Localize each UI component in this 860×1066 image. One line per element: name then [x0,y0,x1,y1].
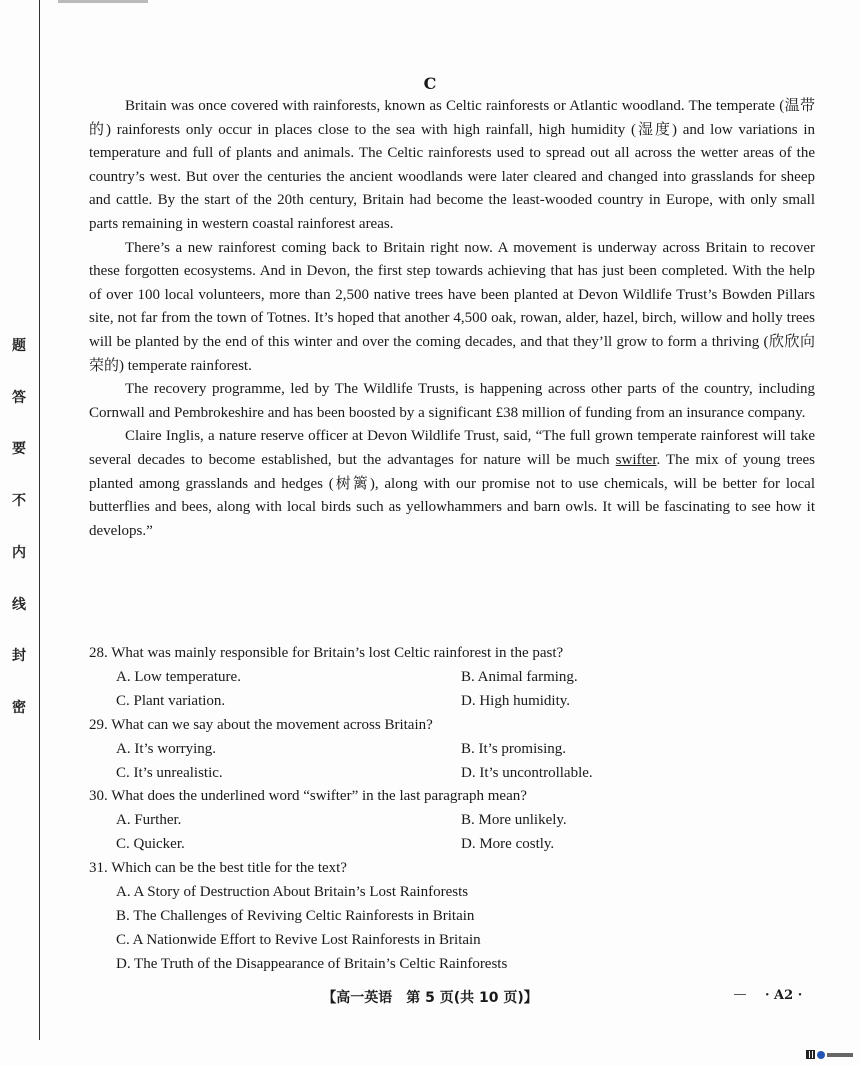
question-list [89,642,815,977]
option-c: C. A Nationwide Effort to Revive Lost Rainforests in Britain [116,931,481,948]
binding-margin-notice [10,337,28,717]
qr-code-icon [806,1050,815,1059]
option-a: A. It’s worrying. [116,740,216,757]
option-c: C. It’s unrealistic. [116,764,223,781]
margin-char: 题 [12,338,26,354]
footer-dash [734,994,746,995]
passage-paragraph-3: The recovery programme, led by The Wildlife Trusts, is happening across other parts of the country, including Cornwall and Pembrokeshire and has been boosted by a significant £38 million of funding from an insurance company. [89,381,815,421]
option-c: C. Plant variation. [116,692,226,709]
option-c: C. Quicker. [116,836,185,853]
margin-char: 内 [12,544,26,561]
margin-char: 密 [12,699,26,716]
section-letter: C [423,74,437,93]
paragraph-4-text-start: Claire Inglis, a nature reserve officer at Devon Wildlife Trust, said, “The full grown temperate rainforest will take several decades to become established, but the advantages for nature will be much [89,428,815,468]
question-stem: 31. Which can be the best title for the text? [89,860,347,877]
question-stem: 28. What was mainly responsible for Britain’s lost Celtic rainforest in the past? [89,645,564,661]
option-b: B. The Challenges of Reviving Celtic Rainforests in Britain [116,907,475,924]
question-stem: 29. What can we say about the movement across Britain? [89,716,433,733]
margin-char: 线 [12,596,26,613]
page-footer-title: 【高一英语 第 5 页(共 10 页)】 [322,990,538,1006]
margin-char: 封 [12,648,26,665]
watermark-text-mark [827,1053,853,1057]
scanner-watermark [806,1050,853,1059]
paragraph-4-text-end: . The mix of young trees planted among grasslands and hedges (树篱), along with our promise not to use chemicals, will be better for local butterflies and bees, along with local birds such as yellowhammers and barn owls. It will be fascinating to see how it develops.” [89,451,815,539]
margin-char: 不 [12,493,26,510]
scanner-logo-icon [817,1051,825,1059]
option-a: A. A Story of Destruction About Britain’s Lost Rainforests [116,884,469,901]
question-28 [89,642,815,714]
margin-char: 要 [12,441,26,458]
option-a: A. Low temperature. [116,668,241,685]
option-b: B. Animal farming. [461,668,578,685]
question-31 [89,857,815,977]
question-30 [89,785,815,857]
question-29 [89,714,815,786]
margin-char: 答 [12,389,26,406]
question-stem: 30. What does the underlined word “swifter” in the last paragraph mean? [89,788,527,805]
option-d: D. The Truth of the Disappearance of Britain’s Celtic Rainforests [116,955,508,972]
passage-paragraph-4 [89,425,815,543]
option-a: A. Further. [116,812,182,829]
underlined-word: swifter [615,451,657,468]
passage-paragraph-1: Britain was once covered with rainforests, known as Celtic rainforests or Atlantic woodland. The temperate (温带的) rainforests only occur in places close to the sea with high rainfall, high humidity (湿度) and low variations in temperature and full of plants and animals. The Celtic rainforests used to spread out all across the wetter areas of the country’s west. But over the centuries the ancient woodlands were later cleared and changed into grasslands for sheep and cattle. By the start of the 20th century, Britain had become the least-wooded country in Europe, with only small parts remaining in western coastal rainforest areas. [89,98,815,232]
option-d: D. More costly. [461,836,555,853]
option-b: B. It’s promising. [461,740,567,757]
option-d: D. It’s uncontrollable. [461,764,593,781]
paper-code: · A2 · [765,988,803,1003]
option-b: B. More unlikely. [461,812,567,829]
option-d: D. High humidity. [461,692,571,709]
reading-passage [89,95,815,543]
passage-paragraph-2: There’s a new rainforest coming back to Britain right now. A movement is underway across Britain to recover these forgotten ecosystems. And in Devon, the first step towards achieving that has just been completed. With the help of over 100 local volunteers, more than 2,500 native trees have been planted at Devon Wildlife Trust’s Bowden Pillars site, not far from the town of Totnes. It’s hoped that another 4,500 oak, rowan, alder, hazel, birch, willow and holly trees will be planted by the end of this winter and over the coming decades, and that they’ll grow to form a thriving (欣欣向荣的) temperate rainforest. [89,239,815,374]
binding-margin-line [39,0,40,1040]
top-edge-mark [58,0,148,3]
